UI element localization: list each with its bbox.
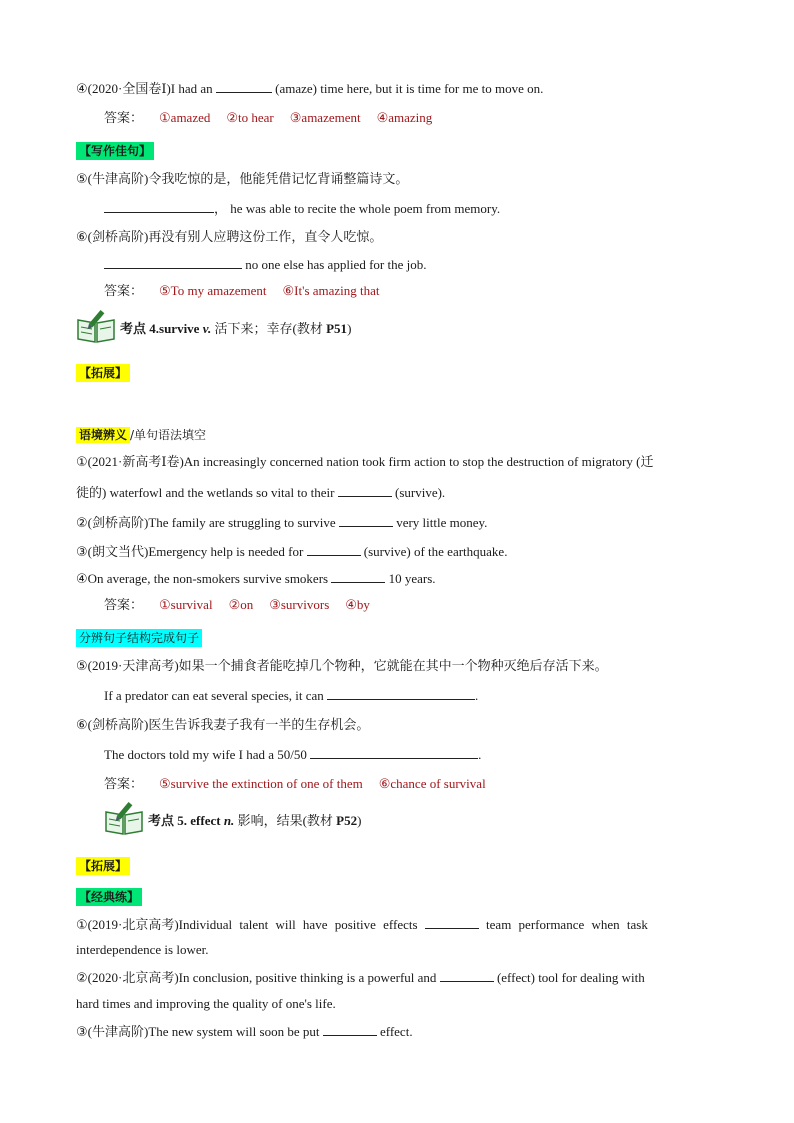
fill-blank[interactable]	[339, 514, 393, 527]
fill-blank[interactable]	[216, 80, 272, 93]
fill-blank[interactable]	[331, 570, 385, 583]
context-question-1: ①(2021·新高考Ⅰ卷)An increasingly concerned nation took firm action to stop the destruction of migratory (迁	[76, 454, 654, 470]
extension-tag: 【拓展】	[76, 364, 130, 382]
classic-question-2-cont: hard times and improving the quality of one's life.	[76, 996, 336, 1011]
answer-line-2: 答案： ⑤To my amazement ⑥It's amazing that	[104, 283, 380, 298]
structure-question-6: ⑥(剑桥高阶)医生告诉我妻子我有一半的生存机会。	[76, 717, 370, 733]
fill-blank[interactable]	[440, 969, 494, 982]
fill-blank[interactable]	[104, 200, 214, 213]
extension-tag-2: 【拓展】	[76, 857, 130, 875]
answer-line-4: 答案： ⑤survive the extinction of one of them ⑥chance of survival	[104, 776, 486, 791]
fill-blank[interactable]	[338, 484, 392, 497]
classic-tag: 【经典练】	[76, 888, 142, 906]
writing-tag: 【写作佳句】	[76, 142, 154, 160]
fill-blank[interactable]	[104, 256, 242, 269]
writing-question-6: ⑥(剑桥高阶)再没有别人应聘这份工作，直令人吃惊。	[76, 229, 383, 245]
classic-question-1: ①(2019·北京高考)Individual talent will have positive effects team performance when task	[76, 917, 648, 933]
book-pencil-icon	[104, 802, 144, 836]
book-pencil-icon	[76, 310, 116, 344]
fill-blank[interactable]	[425, 916, 479, 929]
classic-question-3: ③(牛津高阶)The new system will soon be put effect.	[76, 1024, 413, 1040]
fill-blank[interactable]	[307, 543, 361, 556]
structure-tag: 分辨句子结构完成句子	[76, 629, 202, 647]
answer-line-3: 答案： ①survival ②on ③survivors ④by	[104, 597, 370, 612]
question-4-amaze: ④(2020·全国卷Ⅰ)I had an (amaze) time here, but it is time for me to move on.	[76, 81, 544, 97]
answer-line-1: 答案： ①amazed ②to hear ③amazement ④amazing	[104, 110, 433, 125]
context-tag: 语境辨义	[76, 427, 130, 443]
writing-fill-5: ， he was able to recite the whole poem from memory.	[104, 200, 500, 217]
structure-fill-6: The doctors told my wife I had a 50/50 .	[104, 747, 482, 762]
fill-blank[interactable]	[323, 1023, 377, 1036]
context-question-2: ②(剑桥高阶)The family are struggling to survive very little money.	[76, 515, 488, 531]
structure-question-5: ⑤(2019·天津高考)如果一个捕食者能吃掉几个物种，它就能在其中一个物种灭绝后存活下来。	[76, 658, 608, 674]
kaodian-4-heading: 考点 4.survive v. 活下来；幸存(教材 P51)	[76, 310, 351, 344]
context-question-1-cont: 徙的) waterfowl and the wetlands so vital to their (survive).	[76, 485, 446, 500]
classic-question-1-cont: interdependence is lower.	[76, 942, 209, 957]
kaodian-5-heading: 考点 5. effect n. 影响，结果(教材 P52)	[104, 802, 361, 836]
fill-blank[interactable]	[310, 746, 478, 759]
fill-blank[interactable]	[327, 687, 475, 700]
context-question-4: ④On average, the non-smokers survive smokers 10 years.	[76, 571, 436, 587]
context-tag-line: 语境辨义 /单句语法填空	[76, 427, 206, 443]
structure-fill-5: If a predator can eat several species, it can .	[104, 688, 479, 703]
writing-question-5: ⑤(牛津高阶)令我吃惊的是，他能凭借记忆背诵整篇诗文。	[76, 171, 409, 187]
context-question-3: ③(朗文当代)Emergency help is needed for (survive) of the earthquake.	[76, 544, 508, 560]
classic-question-2: ②(2020·北京高考)In conclusion, positive thinking is a powerful and (effect) tool for dealing with	[76, 970, 645, 986]
writing-fill-6: no one else has applied for the job.	[104, 256, 426, 273]
